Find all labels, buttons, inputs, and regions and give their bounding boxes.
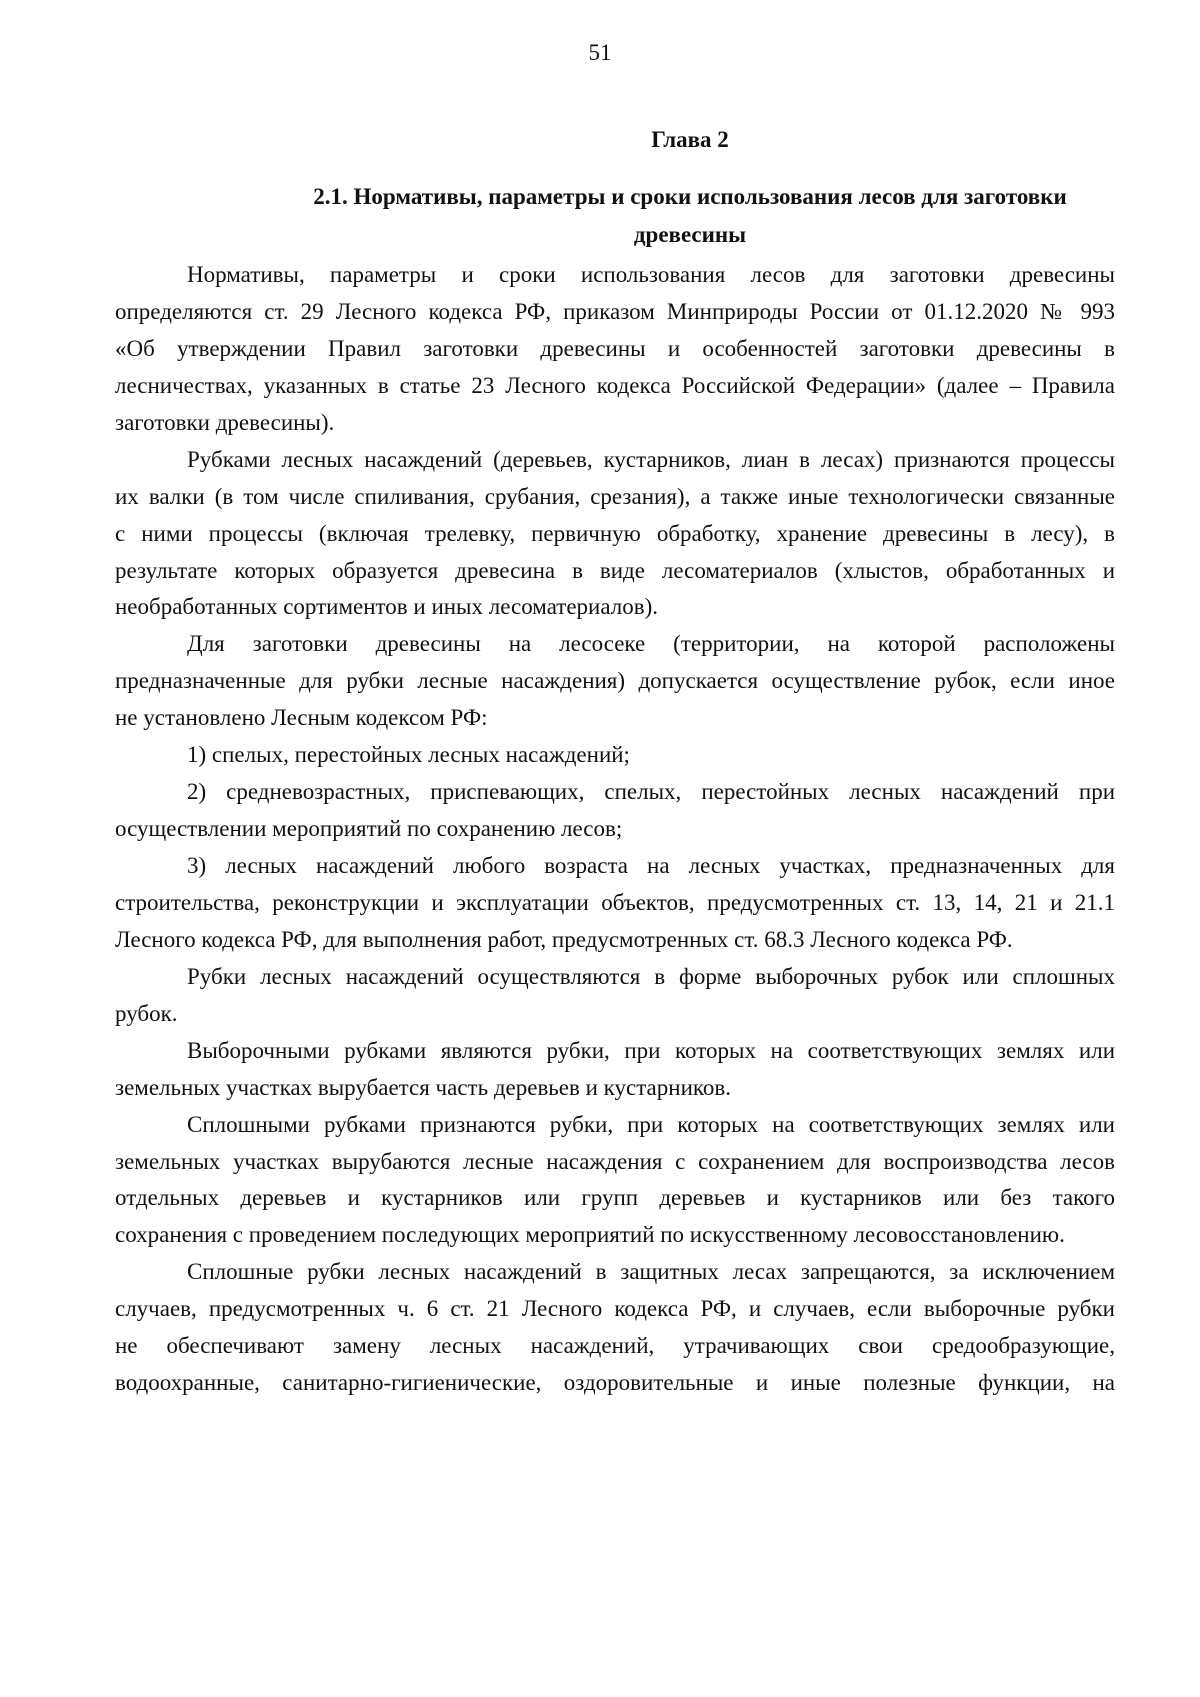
paragraph [115, 959, 1115, 1033]
section-title [115, 178, 1115, 254]
text-line: результате которых образуется древесина в виде лесоматериалов (хлыстов, обработанных и [115, 557, 1115, 583]
text-line: отдельных деревьев и кустарников или групп деревьев и кустарников или без такого [115, 1185, 1115, 1211]
paragraph [115, 1033, 1115, 1107]
text-line: заготовки древесины). [115, 409, 335, 435]
paragraph [115, 1107, 1115, 1255]
text-line: Нормативы, параметры и сроки использования лесов для заготовки древесины [187, 262, 1115, 287]
text-line: предназначенные для рубки лесные насаждения) допускается осуществление рубок, если иное [115, 668, 1115, 694]
text-line: с ними процессы (включая трелевку, первичную обработку, хранение древесины в лесу), в [115, 520, 1115, 546]
chapter-title: Глава 2 [651, 127, 729, 152]
list-item [115, 774, 1115, 848]
body-text [115, 257, 1115, 1402]
paragraph [115, 626, 1115, 737]
section-title-line: 2.1. Нормативы, параметры и сроки использования лесов для заготовки [313, 184, 1067, 209]
text-line: земельных участках вырубается часть деревьев и кустарников. [115, 1074, 732, 1100]
text-line: осуществлении мероприятий по сохранению лесов; [115, 816, 623, 842]
section-title-line: древесины [633, 222, 747, 247]
text-line: водоохранные, санитарно-гигиенические, оздоровительные и иные полезные функции, на [115, 1370, 1115, 1396]
text-line: 2) средневозрастных, приспевающих, спелых, перестойных лесных насаждений при [187, 779, 1115, 805]
text-line: Рубки лесных насаждений осуществляются в форме выборочных рубок или сплошных [187, 963, 1115, 989]
text-line: Для заготовки древесины на лесосеке (территории, на которой расположены [187, 631, 1115, 657]
list-item [115, 737, 1115, 774]
text-line: сохранения с проведением последующих мероприятий по искусственному лесовосстановлению. [115, 1222, 1065, 1248]
text-line: строительства, реконструкции и эксплуатации объектов, предусмотренных ст. 13, 14, 21 и 21.1 [115, 889, 1115, 915]
text-line: Сплошными рубками признаются рубки, при которых на соответствующих землях или [187, 1111, 1115, 1137]
text-line: случаев, предусмотренных ч. 6 ст. 21 Лесного кодекса РФ, и случаев, если выборочные рубки [115, 1296, 1115, 1322]
text-line: «Об утверждении Правил заготовки древесины и особенностей заготовки древесины в [115, 335, 1115, 361]
paragraph [115, 1254, 1115, 1402]
text-line: 1) спелых, перестойных лесных насаждений; [187, 742, 630, 768]
text-line: не установлено Лесным кодексом РФ: [115, 705, 488, 731]
paragraph [115, 442, 1115, 627]
text-line: 3) лесных насаждений любого возраста на лесных участках, предназначенных для [187, 853, 1115, 878]
list-item [115, 848, 1115, 959]
text-line: необработанных сортиментов и иных лесоматериалов). [115, 594, 659, 620]
text-line: лесничествах, указанных в статье 23 Лесного кодекса Российской Федерации» (далее – Правила [115, 372, 1115, 398]
text-line: Лесного кодекса РФ, для выполнения работ, предусмотренных ст. 68.3 Лесного кодекса РФ. [115, 926, 1013, 952]
text-line: определяются ст. 29 Лесного кодекса РФ, приказом Минприроды России от 01.12.2020 № 993 [115, 298, 1115, 324]
paragraph [115, 257, 1115, 442]
text-line: Сплошные рубки лесных насаждений в защитных лесах запрещаются, за исключением [187, 1259, 1115, 1285]
text-line: Рубками лесных насаждений (деревьев, кустарников, лиан в лесах) признаются процессы [187, 446, 1115, 472]
text-line: не обеспечивают замену лесных насаждений, утрачивающих свои средообразующие, [115, 1333, 1115, 1359]
text-line: их валки (в том числе спиливания, срубания, срезания), а также иные технологически связанные [115, 483, 1115, 509]
page-number: 51 [588, 40, 612, 65]
text-line: земельных участках вырубаются лесные насаждения с сохранением для воспроизводства лесов [115, 1148, 1115, 1174]
text-line: Выборочными рубками являются рубки, при которых на соответствующих землях или [187, 1037, 1115, 1063]
text-line: рубок. [115, 1000, 178, 1026]
